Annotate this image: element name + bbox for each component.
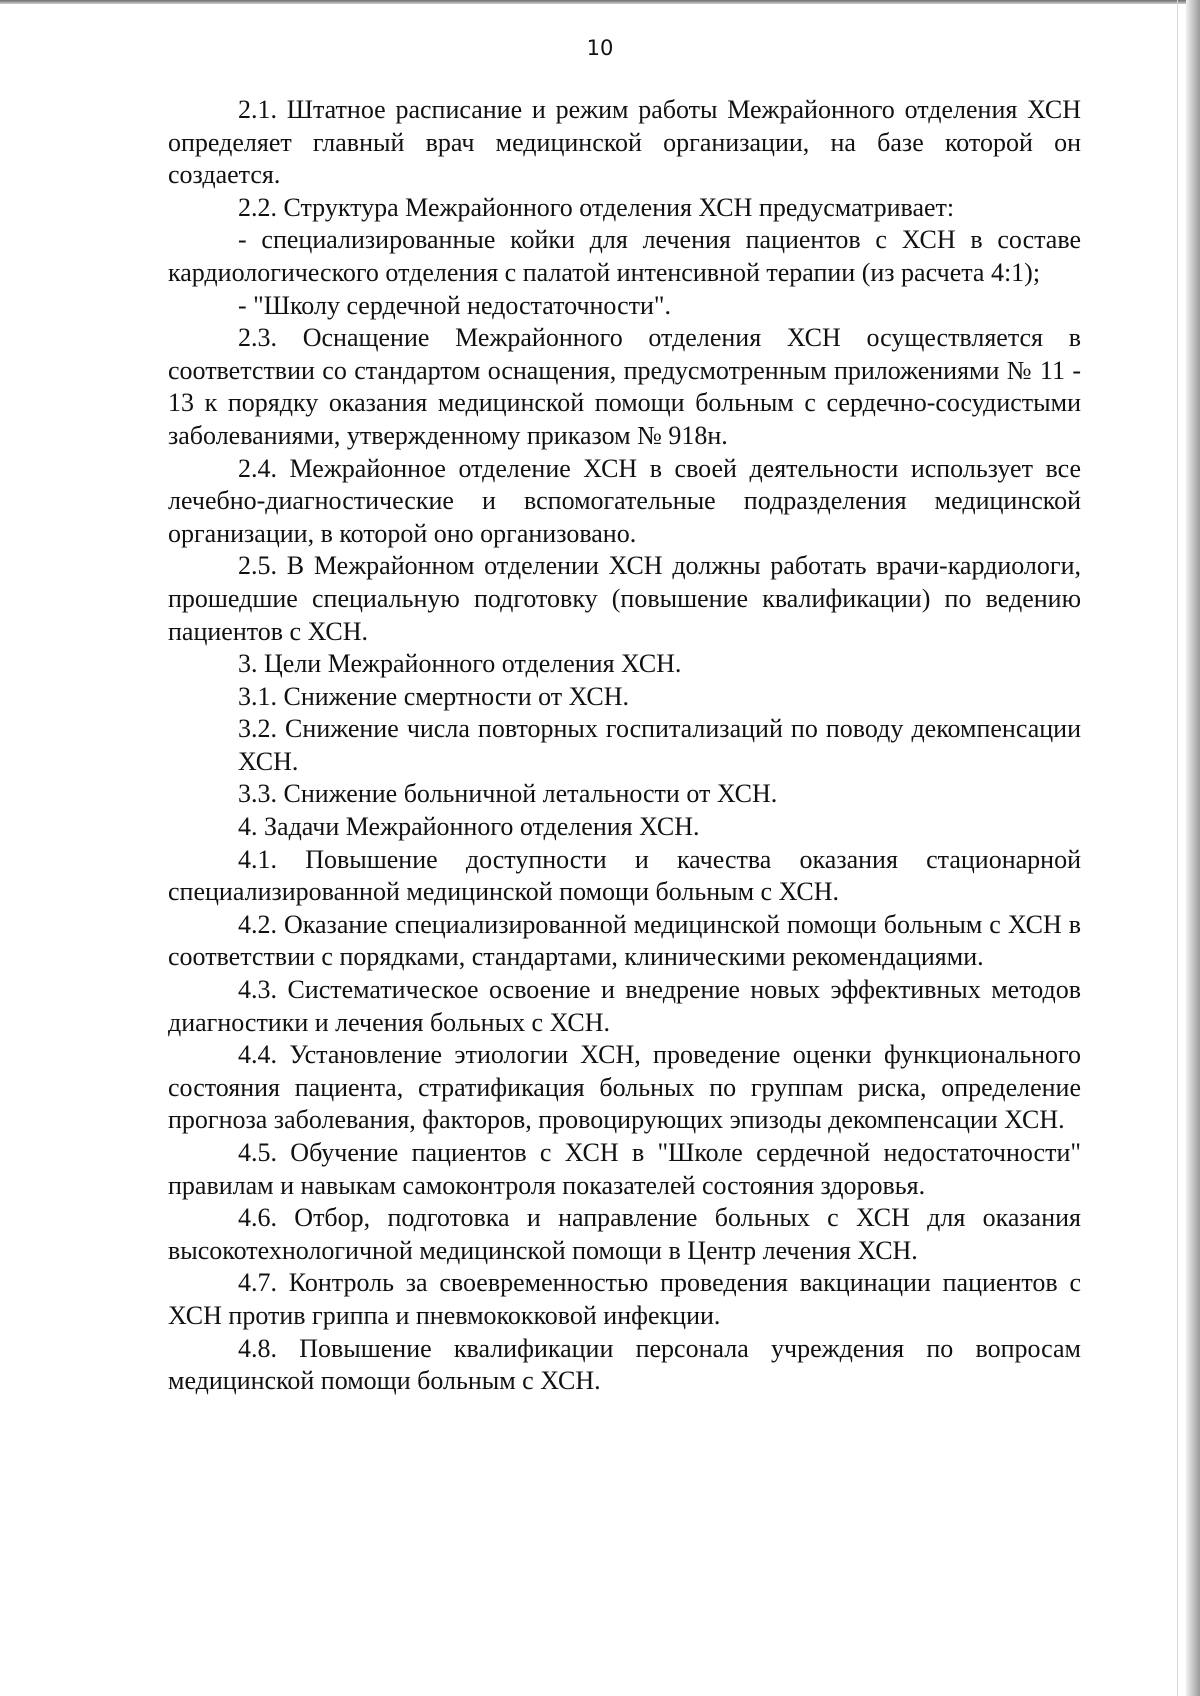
paragraph-4-6: 4.6. Отбор, подготовка и направление больных с ХСН для оказания высокотехнологичной медицинской помощи в Центр лечения ХСН. (168, 1203, 1081, 1265)
paragraph-3-1: 3.1. Снижение смертности от ХСН. (238, 681, 630, 711)
scan-right-edge (1186, 0, 1200, 1696)
paragraph-2-1: 2.1. Штатное расписание и режим работы Межрайонного отделения ХСН определяет главный врач медицинской организации, на базе которой он создается. (168, 95, 1081, 190)
scan-right-line (1177, 0, 1178, 1696)
paragraph-4-1: 4.1. Повышение доступности и качества оказания стационарной специализированной медицинской помощи больным с ХСН. (168, 844, 1081, 907)
section-4-heading: 4. Задачи Межрайонного отделения ХСН. (238, 812, 700, 842)
paragraph-4-5: 4.5. Обучение пациентов с ХСН в "Школе сердечной недостаточности" правилам и навыкам самоконтроля показателей состояния здоровья. (168, 1138, 1081, 1200)
paragraph-4-7: 4.7. Контроль за своевременностью проведения вакцинации пациентов с ХСН против гриппа и пневмококковой инфекции. (168, 1268, 1081, 1330)
paragraph-3-3: 3.3. Снижение больничной летальности от ХСН. (238, 779, 778, 809)
scan-top-edge (0, 0, 1200, 4)
page-number: 10 (586, 36, 614, 60)
document-body (168, 94, 1081, 1398)
paragraph-2-5: 2.5. В Межрайонном отделении ХСН должны работать врачи-кардиологи, прошедшие специальную подготовку (повышение квалификации) по ведению пациентов с ХСН. (168, 551, 1081, 646)
paragraph-2-4: 2.4. Межрайонное отделение ХСН в своей деятельности использует все лечебно-диагностические и вспомогательные подразделения медицинской организации, в которой оно организовано. (168, 453, 1081, 548)
section-3-heading: 3. Цели Межрайонного отделения ХСН. (238, 649, 682, 679)
paragraph-4-4: 4.4. Установление этиологии ХСН, проведение оценки функционального состояния пациента, стратификация больных по группам риска, определение прогноза заболевания, факторов, провоцирующих эпизоды декомпенсации ХСН. (168, 1040, 1081, 1135)
paragraph-4-3: 4.3. Систематическое освоение и внедрение новых эффективных методов диагностики и лечения больных с ХСН. (168, 975, 1081, 1037)
paragraph-4-8: 4.8. Повышение квалификации персонала учреждения по вопросам медицинской помощи больным с ХСН. (168, 1333, 1081, 1396)
paragraph-2-2-item-beds: - специализированные койки для лечения пациентов с ХСН в составе кардиологического отделения с палатой интенсивной терапии (из расчета 4:1); (168, 225, 1081, 287)
paragraph-2-2-item-school: - "Школу сердечной недостаточности". (238, 290, 672, 320)
paragraph-3-2: 3.2. Снижение числа повторных госпитализаций по поводу декомпенсации ХСН. (238, 714, 1081, 776)
paragraph-2-2: 2.2. Структура Межрайонного отделения ХСН предусматривает: (238, 192, 955, 222)
paragraph-2-3: 2.3. Оснащение Межрайонного отделения ХСН осуществляется в соответствии со стандартом оснащения, предусмотренным приложениями № 11 - 13 к порядку оказания медицинской помощи больным с сердечно-сосудистыми заболеваниями, утвержденному приказом № 918н. (168, 323, 1081, 450)
paragraph-4-2: 4.2. Оказание специализированной медицинской помощи больным с ХСН в соответствии с порядками, стандартами, клиническими рекомендациями. (168, 909, 1081, 972)
